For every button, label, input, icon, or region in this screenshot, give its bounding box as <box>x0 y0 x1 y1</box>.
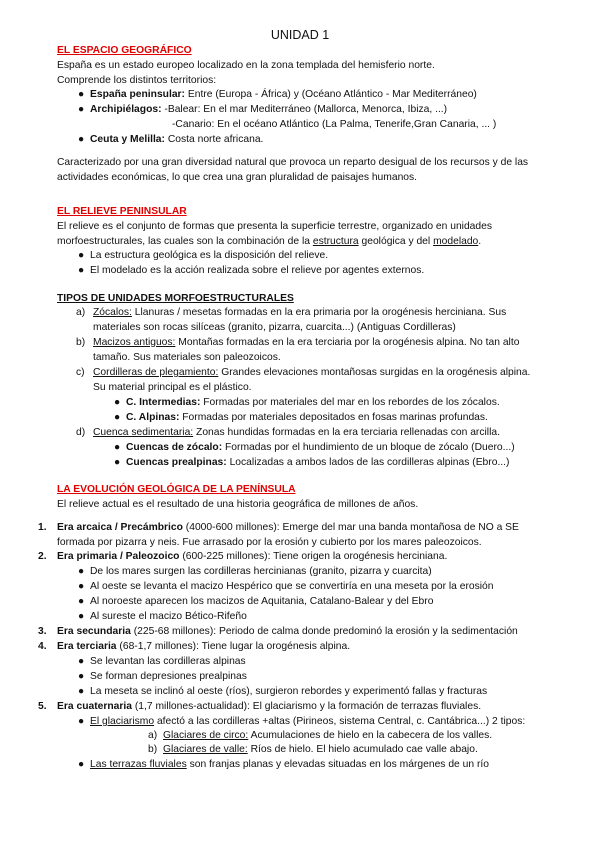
bullet: ● <box>114 457 121 468</box>
underlined-term: Glaciares de valle: <box>163 744 248 755</box>
sub-list-item <box>114 396 500 411</box>
list-number: 1. <box>38 522 47 533</box>
paragraph-line: actividades económicas, lo que crea una gran pluralidad de paisajes humanos. <box>57 172 418 183</box>
sub-list-item <box>114 456 509 471</box>
sub-list-item <box>78 610 247 625</box>
list-item-text: Al sureste el macizo Bético-Rifeño <box>90 611 247 622</box>
list-number: 2. <box>38 551 47 562</box>
list-item-text: (68-1,7 millones): Tiene lugar la orogénesis alpina. <box>116 641 351 652</box>
list-item-text: Ríos de hielo. El hielo acumulado cae valle abajo. <box>247 744 478 755</box>
bullet: ● <box>78 566 85 577</box>
list-item-label: C. Alpinas: <box>126 412 180 423</box>
list-item-text: Formadas por materiales depositados en fosas marinas profundas. <box>179 412 488 423</box>
list-item-text: De los mares surgen las cordilleras hercinianas (granito, pizarra y cuarcita) <box>90 566 432 577</box>
list-marker: b) <box>148 744 158 755</box>
sub-list-item <box>114 441 515 456</box>
list-item-label: Era primaria / Paleozoico <box>57 551 180 562</box>
list-item-label: Era terciaria <box>57 641 117 652</box>
list-item-continuation: formada por pizarra y neis. Fue arrasado por la erosión y cubierto por los mares paleozoicos. <box>57 537 482 548</box>
list-item-text: Se levantan las cordilleras alpinas <box>90 656 246 667</box>
list-item <box>93 306 506 321</box>
list-item-text: (225-68 millones): Periodo de calma donde predominó la erosión y la sedimentación <box>130 626 518 637</box>
list-item <box>57 700 481 715</box>
text-run: geológica y del <box>358 236 434 247</box>
list-item <box>93 366 530 381</box>
list-item-continuation: -Canario: En el océano Atlántico (La Palma, Tenerife,Gran Canaria, ... ) <box>172 119 497 130</box>
underlined-term: modelado <box>433 236 479 247</box>
list-item-text: Grandes elevaciones montañosas surgidas en la orogénesis alpina. <box>218 367 531 378</box>
bullet: ● <box>114 442 121 453</box>
sub-list-item <box>78 580 494 595</box>
list-item-text: La estructura geológica es la disposición del relieve. <box>90 250 329 261</box>
bullet: ● <box>78 250 85 261</box>
list-marker: a) <box>76 307 86 318</box>
underlined-term: Cordilleras de plegamiento: <box>93 367 219 378</box>
list-item-text: Llanuras / mesetas formadas en la era primaria por la orogénesis herciniana. Sus <box>131 307 507 318</box>
list-item <box>78 249 328 264</box>
list-item-text: Costa norte africana. <box>164 134 264 145</box>
list-item-label: España peninsular: <box>90 89 185 100</box>
list-item-text: (4000-600 millones): Emerge del mar una banda montañosa de NO a SE <box>182 522 519 533</box>
list-item-label: Cuencas de zócalo: <box>126 442 223 453</box>
sub-list-item <box>114 411 488 426</box>
sub-list-item <box>78 685 487 700</box>
list-marker: d) <box>76 427 86 438</box>
list-item-label: Ceuta y Melilla: <box>90 134 165 145</box>
bullet: ● <box>78 759 85 770</box>
list-item-text: Formadas por el hundimiento de un bloque de zócalo (Duero...) <box>222 442 515 453</box>
list-item-text: (600-225 millones): Tiene origen la orogénesis herciniana. <box>179 551 448 562</box>
section-heading-evolucion: LA EVOLUCIÓN GEOLÓGICA DE LA PENÍNSULA <box>57 484 296 495</box>
list-item-text: afectó a las cordilleras +altas (Pirineos, sistema Central, c. Cantábrica...) 2 tipos: <box>154 716 526 727</box>
underlined-term: Zócalos: <box>93 307 132 318</box>
list-marker: a) <box>148 730 158 741</box>
bullet: ● <box>78 134 85 145</box>
list-item-text: Acumulaciones de hielo en la cabecera de los valles. <box>248 730 493 741</box>
list-item-continuation: Su material principal es el plástico. <box>93 382 252 393</box>
list-item-label: C. Intermedias: <box>126 397 201 408</box>
list-item <box>78 264 424 279</box>
bullet: ● <box>78 265 85 276</box>
list-item <box>57 625 518 640</box>
list-item-label: Era secundaria <box>57 626 131 637</box>
list-item-label: Archipiélagos: <box>90 104 162 115</box>
list-item <box>78 133 263 148</box>
bullet: ● <box>78 656 85 667</box>
list-item-text: Al oeste se levanta el macizo Hespérico que se convertiría en una meseta por la erosión <box>90 581 494 592</box>
list-marker: b) <box>76 337 86 348</box>
underlined-term: estructura <box>312 236 359 247</box>
underlined-term: El glaciarismo <box>90 716 155 727</box>
underlined-term: Glaciares de circo: <box>163 730 249 741</box>
underlined-term: Macizos antiguos: <box>93 337 176 348</box>
sub-list-item <box>78 655 246 670</box>
bullet: ● <box>78 581 85 592</box>
paragraph-line: Comprende los distintos territorios: <box>57 75 217 86</box>
sub-list-item <box>78 595 433 610</box>
list-item-text: son franjas planas y elevadas situadas en los márgenes de un río <box>186 759 489 770</box>
paragraph-line <box>57 235 481 250</box>
list-item-label: Era arcaica / Precámbrico <box>57 522 183 533</box>
bullet: ● <box>78 686 85 697</box>
section-heading-tipos: TIPOS DE UNIDADES MORFOESTRUCTURALES <box>57 293 294 304</box>
bullet: ● <box>78 716 85 727</box>
list-item-text: El modelado es la acción realizada sobre el relieve por agentes externos. <box>90 265 425 276</box>
sub-sub-list-item <box>163 729 492 744</box>
list-item-continuation: materiales son rocas silíceas (granito, pizarra, cuarcita...) (Antiguas Cordilleras) <box>93 322 456 333</box>
list-item-text: -Balear: En el mar Mediterráneo (Mallorca, Menorca, Ibiza, ...) <box>161 104 448 115</box>
list-number: 3. <box>38 626 47 637</box>
text-run: morfoestructurales, las cuales son la combinación de la <box>57 236 313 247</box>
bullet: ● <box>78 104 85 115</box>
sub-list-item <box>78 670 247 685</box>
list-item-text: La meseta se inclinó al oeste (ríos), surgieron rebordes y experimentó fallas y fracturas <box>90 686 488 697</box>
list-item-text: Montañas formadas en la era terciaria por la orogénesis alpina. No tan alto <box>175 337 520 348</box>
bullet: ● <box>78 89 85 100</box>
section-heading-espacio: EL ESPACIO GEOGRÁFICO <box>57 45 192 56</box>
text-run: . <box>478 236 482 247</box>
list-item <box>78 88 477 103</box>
list-item-continuation: tamaño. Sus materiales son paleozoicos. <box>93 352 281 363</box>
list-marker: c) <box>76 367 85 378</box>
list-item <box>57 640 350 655</box>
bullet: ● <box>114 412 121 423</box>
bullet: ● <box>78 596 85 607</box>
list-item-text: Se forman depresiones prealpinas <box>90 671 247 682</box>
paragraph-line: España es un estado europeo localizado en la zona templada del hemisferio norte. <box>57 60 435 71</box>
paragraph-line: El relieve es el conjunto de formas que presenta la superficie terrestre, organizado en unidades <box>57 221 493 232</box>
list-item <box>93 336 519 351</box>
page-title: UNIDAD 1 <box>270 28 330 42</box>
list-number: 5. <box>38 701 47 712</box>
sub-list-item <box>78 715 525 730</box>
list-item-label: Cuencas prealpinas: <box>126 457 227 468</box>
list-item <box>78 103 447 118</box>
bullet: ● <box>78 671 85 682</box>
sub-list-item <box>78 565 432 580</box>
list-item-text: Formadas por materiales del mar en los rebordes de los zócalos. <box>200 397 500 408</box>
sub-sub-list-item <box>163 743 478 758</box>
paragraph-line: El relieve actual es el resultado de una historia geográfica de millones de años. <box>57 499 419 510</box>
list-item-label: Era cuaternaria <box>57 701 132 712</box>
list-item-text: Entre (Europa - África) y (Océano Atlántico - Mar Mediterráneo) <box>185 89 477 100</box>
sub-list-item <box>78 758 489 773</box>
list-item-text: (1,7 millones-actualidad): El glaciarismo y la formación de terrazas fluviales. <box>131 701 482 712</box>
list-item <box>93 426 500 441</box>
bullet: ● <box>78 611 85 622</box>
paragraph-line: Caracterizado por una gran diversidad natural que provoca un reparto desigual de los recursos y de las <box>57 157 529 168</box>
underlined-term: Cuenca sedimentaria: <box>93 427 194 438</box>
list-item <box>57 521 519 536</box>
section-heading-relieve: EL RELIEVE PENINSULAR <box>57 206 187 217</box>
underlined-term: Las terrazas fluviales <box>90 759 187 770</box>
list-item-text: Zonas hundidas formadas en la era terciaria rellenadas con arcilla. <box>193 427 500 438</box>
list-item <box>57 550 447 565</box>
bullet: ● <box>114 397 121 408</box>
list-item-text: Al noroeste aparecen los macizos de Aquitania, Catalano-Balear y del Ebro <box>90 596 434 607</box>
list-number: 4. <box>38 641 47 652</box>
list-item-text: Localizadas a ambos lados de las cordilleras alpinas (Ebro...) <box>226 457 510 468</box>
